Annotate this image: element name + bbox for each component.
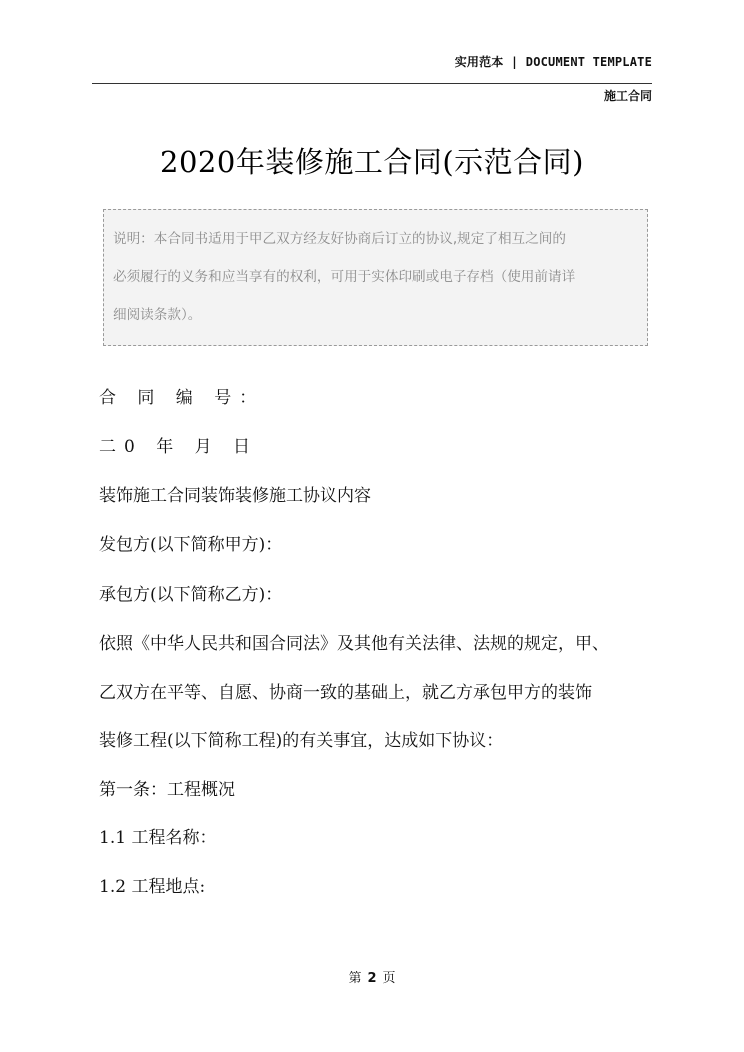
page-number: 2 bbox=[367, 971, 377, 986]
header-divider bbox=[92, 83, 652, 84]
usage-note-line: 细阅读条款）。 bbox=[113, 307, 202, 323]
contract-number-label: 合 同 编 号： bbox=[99, 388, 265, 408]
article-heading: 第一条：工程概况 bbox=[99, 780, 235, 800]
clause-line: 1.2 工程地点: bbox=[99, 877, 206, 897]
paragraph-line: 装修工程(以下简称工程)的有关事宜，达成如下协议： bbox=[99, 731, 504, 751]
document-title: 2020年装修施工合同(示范合同) bbox=[160, 145, 584, 179]
page-prefix: 第 bbox=[348, 971, 362, 986]
header-template-label: 实用范本 | DOCUMENT TEMPLATE bbox=[454, 55, 652, 69]
usage-note-box bbox=[103, 209, 648, 346]
usage-note-line: 说明：本合同书适用于甲乙双方经友好协商后订立的协议,规定了相互之间的 bbox=[113, 231, 566, 247]
party-b-line: 承包方(以下简称乙方)： bbox=[99, 585, 283, 605]
section-heading: 装饰施工合同装饰装修施工协议内容 bbox=[99, 486, 371, 506]
usage-note-line: 必须履行的义务和应当享有的权利，可用于实体印刷或电子存档（使用前请详 bbox=[113, 269, 576, 285]
page-suffix: 页 bbox=[382, 971, 396, 986]
page-footer bbox=[0, 967, 744, 986]
date-line: 二0 年 月 日 bbox=[99, 437, 259, 457]
party-a-line: 发包方(以下简称甲方)： bbox=[99, 535, 283, 555]
clause-line: 1.1 工程名称： bbox=[99, 828, 217, 848]
paragraph-line: 乙双方在平等、自愿、协商一致的基础上，就乙方承包甲方的装饰 bbox=[99, 683, 592, 703]
header-section-label: 施工合同 bbox=[603, 89, 652, 103]
paragraph-line: 依照《中华人民共和国合同法》及其他有关法律、法规的规定，甲、 bbox=[99, 634, 609, 654]
